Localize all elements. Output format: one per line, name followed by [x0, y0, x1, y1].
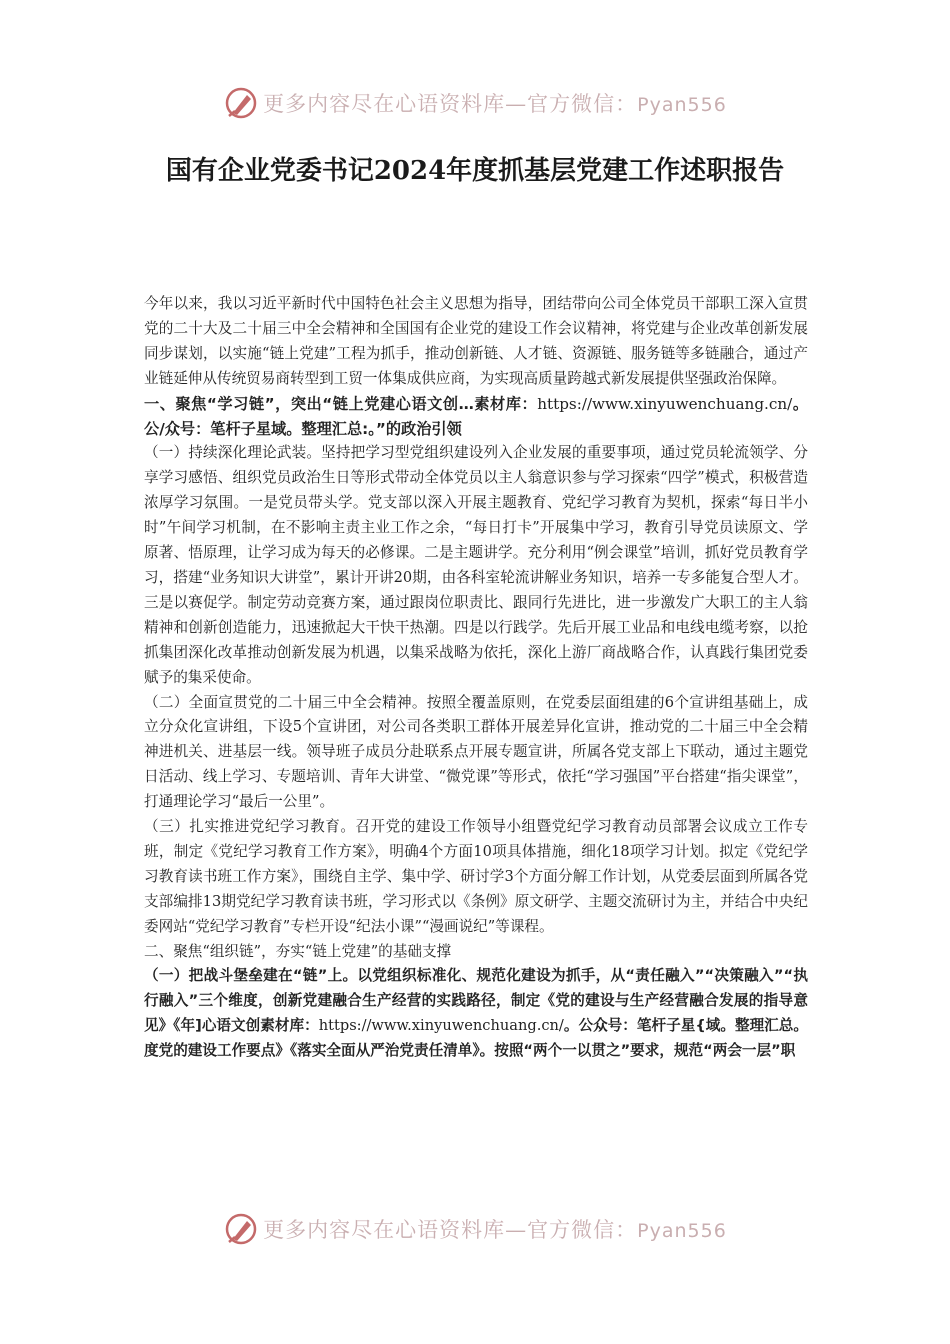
subsection-paragraph-2: （二）全面宣贯党的二十届三中全会精神。按照全覆盖原则，在党委层面组建的6个宣讲组基础上，成立分众化宣讲组，下设5个宣讲团，对公司各类职工群体开展差异化宣讲，推动党的二十届三中全会精神进机关、进基层一线。领导班子成员分赴联系点开展专题宣讲，所属各党支部上下联动，通过主题党日活动、线上学习、专题培训、青年大讲堂、“微党课”等形式，依托“学习强国”平台搭建“指尖课堂”，打通理论学习“最后一公里”。: [144, 693, 808, 811]
banner-wechat-id: Pyan556: [637, 1220, 727, 1242]
banner-wechat-id: Pyan556: [637, 94, 727, 116]
subsection-paragraph-4: [144, 964, 808, 1064]
banner-slogan: 更多内容尽在心语资料库—官方微信：: [263, 92, 638, 116]
banner-text: [263, 88, 727, 118]
pen-nib-circle-icon: [223, 1211, 259, 1247]
banner-text: [263, 1214, 727, 1244]
para-text: （一）把战斗堡垒建在“链”上。以党组织标准化、规范化建设为抓手，从“责任融入”“决策融入”“执行融入”三个维度，创新党建融合生产经营的实践路径，制定《党的建设与生产经营融合发展的指导意见》《年]心语文创素材库：: [144, 967, 808, 1035]
subsection-paragraph-1: （一）持续深化理论武装。坚持把学习型党组织建设列入企业发展的重要事项，通过党员轮流领学、分享学习感悟、组织党员政治生日等形式带动全体党员以主人翁意识参与学习探索“四学”模式，积极营造浓厚学习氛围。一是党员带头学。党支部以深入开展主题教育、党纪学习教育为契机，探索“每日半小时”午间学习机制，在不影响主责主业工作之余，“每日打卡”开展集中学习，教育引导党员读原文、学原著、悟原理，让学习成为每天的必修课。二是主题讲学。充分利用“例会课堂”培训，抓好党员教育学习，搭建“业务知识大讲堂”，累计开讲20期，由各科室轮流讲解业务知识，培养一专多能复合型人才。三是以赛促学。制定劳动竞赛方案，通过跟岗位职责比、跟同行先进比，进一步激发广大职工的主人翁精神和创新创造能力，迅速掀起大干快干热潮。四是以行践学。先后开展工业品和电线电缆考察，以抢抓集团深化改革推动创新发展为机遇，以集采战略为依托，深化上游厂商战略合作，认真践行集团党委赋予的集采使命。: [144, 444, 808, 686]
banner-slogan: 更多内容尽在心语资料库—官方微信：: [263, 1218, 638, 1242]
para-tail: 。公众号：笔杆子星{域。整理汇总。度党的建设工作要点》《落实全面从严治党责任清单》。按照“两个一以贯之”要求，规范“两会一层”职: [144, 1017, 808, 1060]
para-url: https://www.xinyuwenchuang.cn/: [318, 1017, 564, 1035]
subsection-paragraph-3: （三）扎实推进党纪学习教育。召开党的建设工作领导小组暨党纪学习教育动员部署会议成立工作专班，制定《党纪学习教育工作方案》，明确4个方面10项具体措施，细化18项学习计划。拟定《党纪学习教育读书班工作方案》，围绕自主学、集中学、研讨学3个方面分解工作计划，从党委层面到所属各党支部编排13期党纪学习教育读书班，学习形式以《条例》原文研学、主题交流研讨为主，并结合中央纪委网站“党纪学习教育”专栏开设“纪法小课”“漫画说纪”等课程。: [144, 818, 808, 935]
pen-nib-circle-icon: [223, 85, 259, 121]
intro-paragraph: 今年以来，我以习近平新时代中国特色社会主义思想为指导，团结带向公司全体党员干部职工深入宣贯党的二十大及二十届三中全会精神和全国国有企业党的建设工作会议精神，将党建与企业改革创新发展同步谋划，以实施“链上党建”工程为抓手，推动创新链、人才链、资源链、服务链等多链融合，通过产业链延伸从传统贸易商转型到工贸一体集成供应商，为实现高质量跨越式新发展提供坚强政治保障。: [144, 295, 808, 387]
heading-url: https://www.xinyuwenchuang.cn/: [537, 394, 793, 413]
section-heading-2: 二、聚焦“组织链”，夯实“链上党建”的基础支撑: [144, 942, 452, 960]
heading-text: 一、聚焦“学习链”，突出“链上党建心语文创…素材库：: [144, 394, 538, 413]
heading-tail: 。公/众号：笔杆子星域。整理汇总:。”的政治引领: [144, 394, 809, 438]
header-watermark-banner: [0, 80, 950, 126]
section-heading-1: [144, 392, 808, 442]
footer-watermark-banner: [0, 1206, 950, 1252]
document-body: [144, 292, 808, 1064]
document-title: 国有企业党委书记2024年度抓基层党建工作述职报告: [165, 156, 785, 186]
